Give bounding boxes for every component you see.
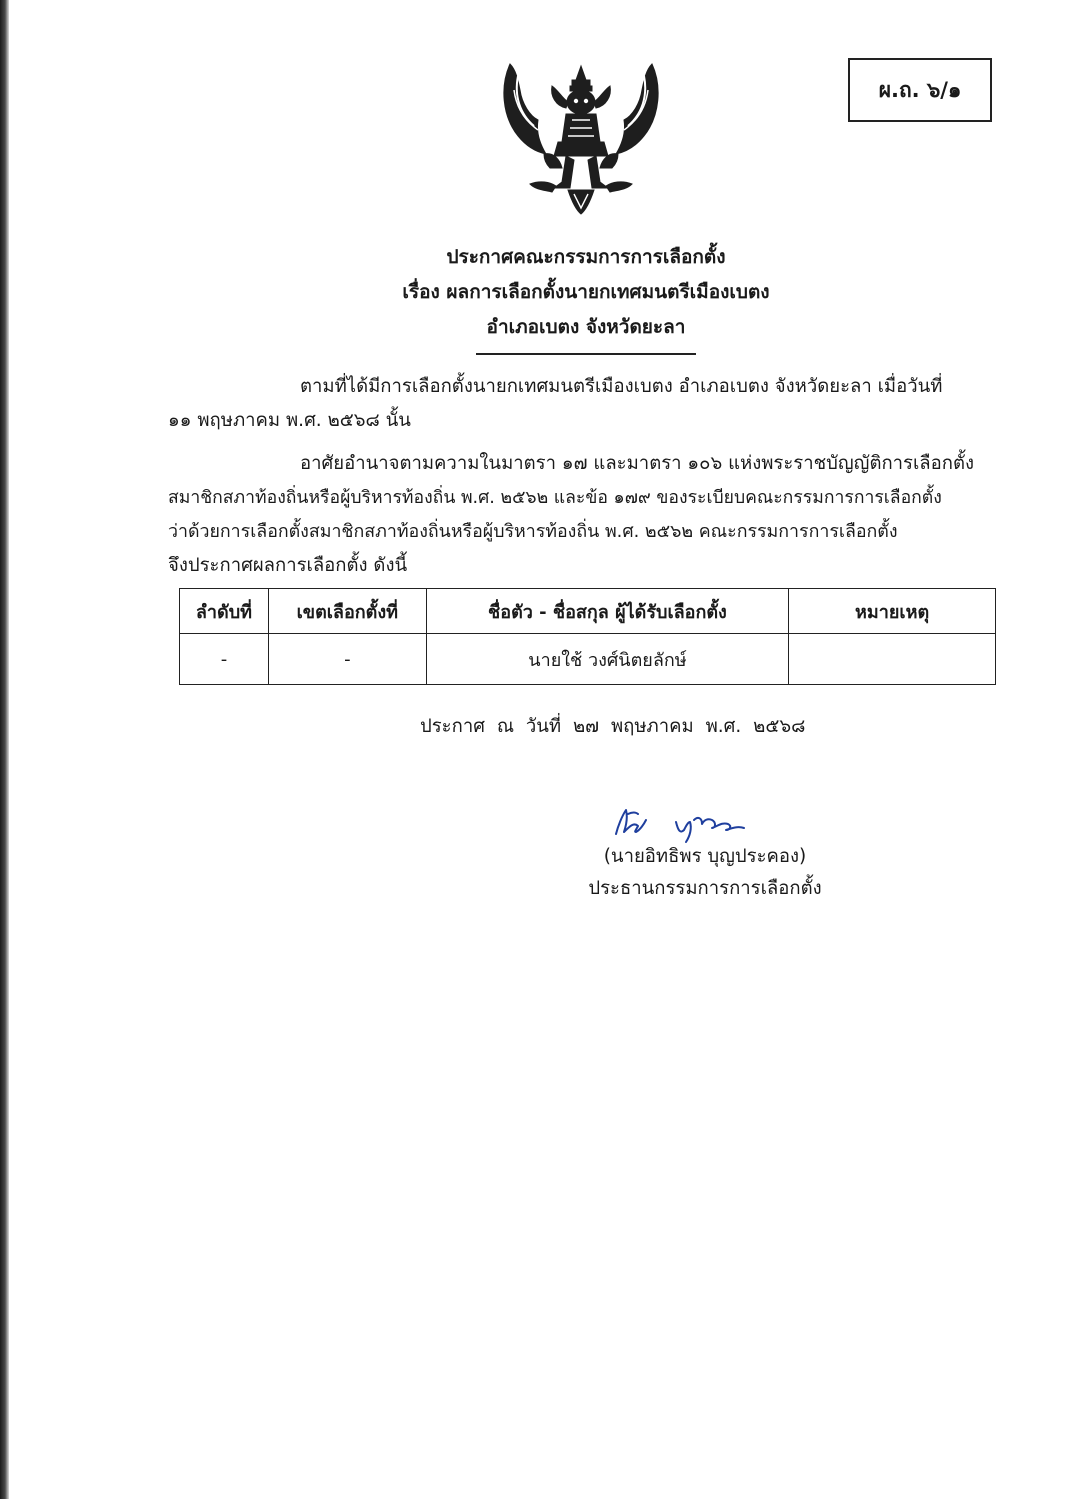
cell-district: -: [268, 634, 426, 685]
title-divider: [476, 353, 696, 355]
paragraph-1: [168, 370, 1000, 438]
table-row: [180, 634, 996, 685]
paragraph-1-line-2: ๑๑ พฤษภาคม พ.ศ. ๒๕๖๘ นั้น: [168, 410, 411, 431]
scan-left-edge: [0, 0, 9, 1499]
cell-remarks: [789, 634, 996, 685]
handwritten-signature: [606, 800, 756, 844]
cell-elected-name: นายใช้ วงศ์นิตยลักษ์: [426, 634, 788, 685]
paragraph-2-line-3: ว่าด้วยการเลือกตั้งสมาชิกสภาท้องถิ่นหรือผู้บริหารท้องถิ่น พ.ศ. ๒๕๖๒ คณะกรรมการการเลือกตั้ง: [168, 521, 898, 542]
header-elected-name: ชื่อตัว - ชื่อสกุล ผู้ได้รับเลือกตั้ง: [426, 589, 788, 634]
header-order: ลำดับที่: [180, 589, 269, 634]
garuda-emblem-icon: [496, 56, 666, 218]
paragraph-2-line-2: สมาชิกสภาท้องถิ่นหรือผู้บริหารท้องถิ่น พ.ศ. ๒๕๖๒ และข้อ ๑๗๙ ของระเบียบคณะกรรมการการเลือกตั้ง: [168, 488, 942, 508]
form-code-box: [848, 58, 992, 122]
announcement-title: [300, 240, 872, 345]
paragraph-2: [168, 447, 1000, 583]
announcement-date: ประกาศ ณ วันที่ ๒๗ พฤษภาคม พ.ศ. ๒๕๖๘: [420, 716, 806, 737]
results-table: [179, 588, 996, 685]
title-line-2: เรื่อง ผลการเลือกตั้งนายกเทศมนตรีเมืองเบตง: [402, 281, 770, 303]
title-line-3: อำเภอเบตง จังหวัดยะลา: [486, 316, 686, 338]
paragraph-1-line-1: ตามที่ได้มีการเลือกตั้งนายกเทศมนตรีเมืองเบตง อำเภอเบตง จังหวัดยะลา เมื่อวันที่: [300, 376, 943, 397]
title-line-1: ประกาศคณะกรรมการการเลือกตั้ง: [446, 246, 726, 268]
signer-name: (นายอิทธิพร บุญประคอง): [603, 846, 807, 867]
cell-order: -: [180, 634, 269, 685]
signer-position: ประธานกรรมการการเลือกตั้ง: [588, 878, 822, 899]
form-code-text: ผ.ถ. ๖/๑: [878, 77, 962, 102]
table-header-row: [180, 589, 996, 634]
header-district: เขตเลือกตั้งที่: [268, 589, 426, 634]
header-remarks: หมายเหตุ: [789, 589, 996, 634]
results-table-wrapper: [179, 588, 996, 685]
paragraph-2-line-1: อาศัยอำนาจตามความในมาตรา ๑๗ และมาตรา ๑๐๖ แห่งพระราชบัญญัติการเลือกตั้ง: [300, 453, 975, 474]
paragraph-2-line-4: จึงประกาศผลการเลือกตั้ง ดังนี้: [168, 555, 408, 576]
